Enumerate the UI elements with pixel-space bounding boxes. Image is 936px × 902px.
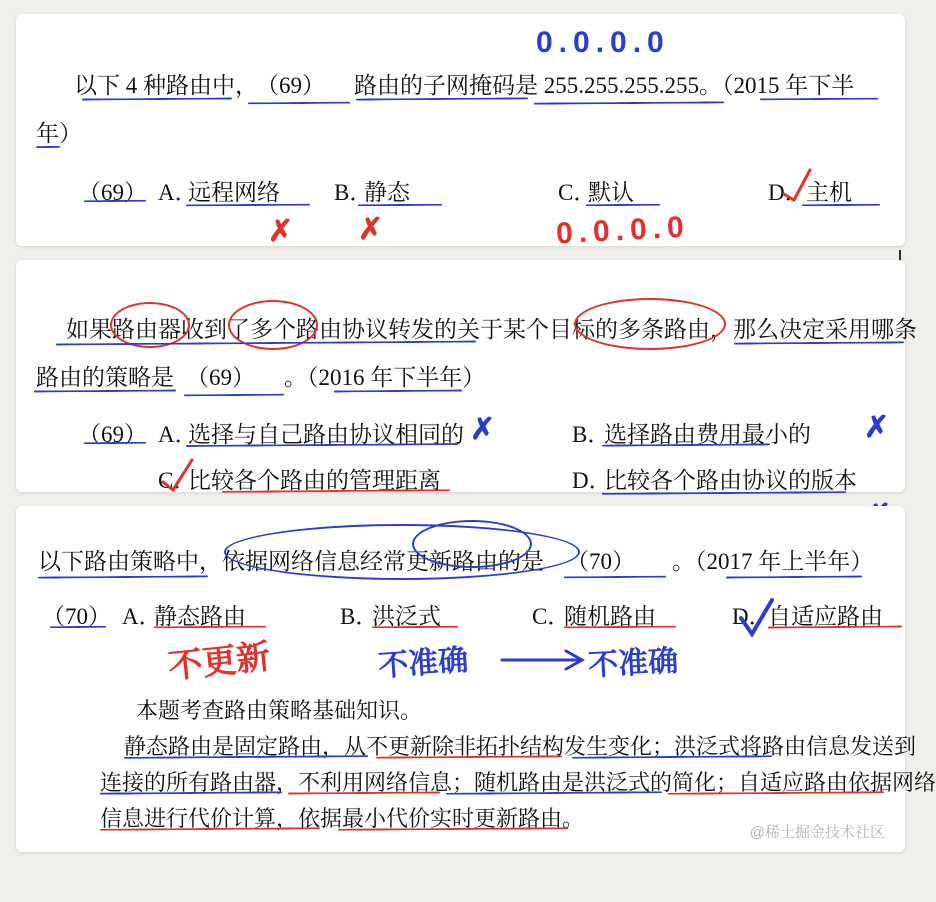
q3-stem-part2: 。（2017 年上半年）: [672, 549, 874, 574]
q3-explanation-line3: 连接的所有路由器，不利用网络信息；随机路由是洪泛式的简化；自适应路由依据网络: [100, 770, 936, 795]
q2-option-d-text: 比较各个路由协议的版本: [604, 468, 857, 493]
underline-mark: [154, 626, 266, 629]
q3-stem-part1: 以下路由策略中，依据网络信息经常更新路由的是: [38, 549, 544, 574]
underline-mark: [358, 204, 442, 207]
q2-option-b-key: B．: [572, 422, 611, 447]
q2-blank: （69）: [186, 365, 255, 390]
underline-mark: [802, 204, 880, 207]
q1-handwritten-note-top: 0.0.0.0: [536, 26, 670, 59]
underline-mark: [564, 576, 666, 579]
q3-option-a-key: A．: [122, 604, 162, 629]
q3-option-c-text: 随机路由: [564, 604, 656, 629]
q3-explanation-line2: 静态路由是固定路由，从不更新除非拓扑结构发生变化；洪泛式将路由信息发送到: [124, 734, 917, 759]
q1-option-d-text: 主机: [806, 180, 852, 205]
q1-option-a-key: A．: [158, 180, 198, 205]
q2-option-c-text: 比较各个路由的管理距离: [188, 468, 441, 493]
underline-mark: [564, 626, 676, 629]
q1-option-a-text: 远程网络: [188, 180, 280, 205]
q3-blank: （70）: [566, 549, 635, 574]
q3-option-d-text: 自适应路由: [768, 604, 883, 629]
cross-mark-icon: ✗: [358, 213, 384, 246]
q2-option-a-text: 选择与自己路由协议相同的: [188, 422, 464, 447]
underline-mark: [726, 576, 862, 579]
underline-mark: [38, 575, 208, 578]
q1-option-c-text: 默认: [588, 180, 634, 205]
underline-mark: [36, 146, 60, 148]
check-mark-icon: [780, 168, 814, 202]
q2-stem-part2: 路由的策略是: [36, 365, 174, 390]
question-card-2: [16, 260, 917, 493]
underline-mark: [84, 442, 146, 444]
cross-mark-icon: ✗: [470, 413, 496, 446]
q1-option-b-key: B．: [334, 180, 373, 205]
q3-explanation-line4: 信息进行代价计算，依据最小代价实时更新路由。: [100, 806, 585, 831]
watermark-text: @稀土掘金技术社区: [749, 824, 885, 841]
check-mark-icon: [738, 598, 776, 640]
underline-mark: [84, 200, 146, 202]
circle-mark: [574, 298, 726, 350]
cross-mark-icon: ✗: [268, 215, 294, 248]
underline-mark: [186, 204, 310, 207]
arrow-icon: [500, 646, 596, 672]
underline-mark: [248, 102, 350, 105]
underline-mark: [184, 394, 284, 397]
circle-mark: [110, 302, 190, 348]
q2-stem-part1: 如果路由器收到了多个路由协议转发的关于某个目标的多条路由，那么决定采用哪条: [66, 317, 917, 342]
q1-option-d-key: D．: [768, 180, 808, 205]
q1-stem-part3: 年）: [36, 121, 82, 146]
underline-mark: [760, 98, 878, 101]
q1-number-label: （69）: [78, 180, 147, 205]
circle-mark: [412, 520, 532, 568]
q3-handwritten-note-c: 不准确: [587, 644, 679, 683]
q2-option-c-key: C．: [158, 468, 197, 493]
underline-mark: [372, 626, 458, 629]
q3-option-c-key: C．: [532, 604, 571, 629]
q2-number-label: （69）: [78, 422, 147, 447]
q1-option-b-text: 静态: [364, 180, 410, 205]
underline-mark: [50, 626, 106, 628]
question-card-1: [16, 14, 905, 251]
cross-mark-icon: ✗: [864, 411, 890, 444]
q2-option-b-text: 选择路由费用最小的: [604, 422, 811, 447]
q3-option-d-key: D．: [732, 604, 772, 629]
q3-number-label: （70）: [42, 604, 111, 629]
question-card-3: [16, 506, 936, 852]
q3-handwritten-note-a: 不更新: [166, 637, 273, 687]
q1-handwritten-note-option: 0.0.0.0: [555, 210, 691, 251]
q3-explanation-line1: 本题考查路由策略基础知识。: [136, 698, 423, 723]
check-mark-icon: [160, 458, 196, 494]
q1-stem-part2: 路由的子网掩码是 255.255.255.255。（2015 年下半: [354, 73, 855, 98]
q1-stem-part1: 以下 4 种路由中，: [74, 73, 258, 98]
q1-blank: （69）: [256, 73, 325, 98]
q2-option-a-key: A．: [158, 422, 198, 447]
q2-stem-part3: 。（2016 年下半年）: [284, 365, 486, 390]
underline-mark: [534, 101, 724, 104]
q2-option-d-key: D．: [572, 468, 612, 493]
q3-option-a-text: 静态路由: [154, 604, 246, 629]
q3-handwritten-note-b: 不准确: [377, 643, 470, 684]
underline-mark: [586, 204, 660, 207]
q3-option-b-text: 洪泛式: [372, 604, 441, 629]
q1-option-c-key: C．: [558, 180, 597, 205]
q3-option-b-key: B．: [340, 604, 379, 629]
